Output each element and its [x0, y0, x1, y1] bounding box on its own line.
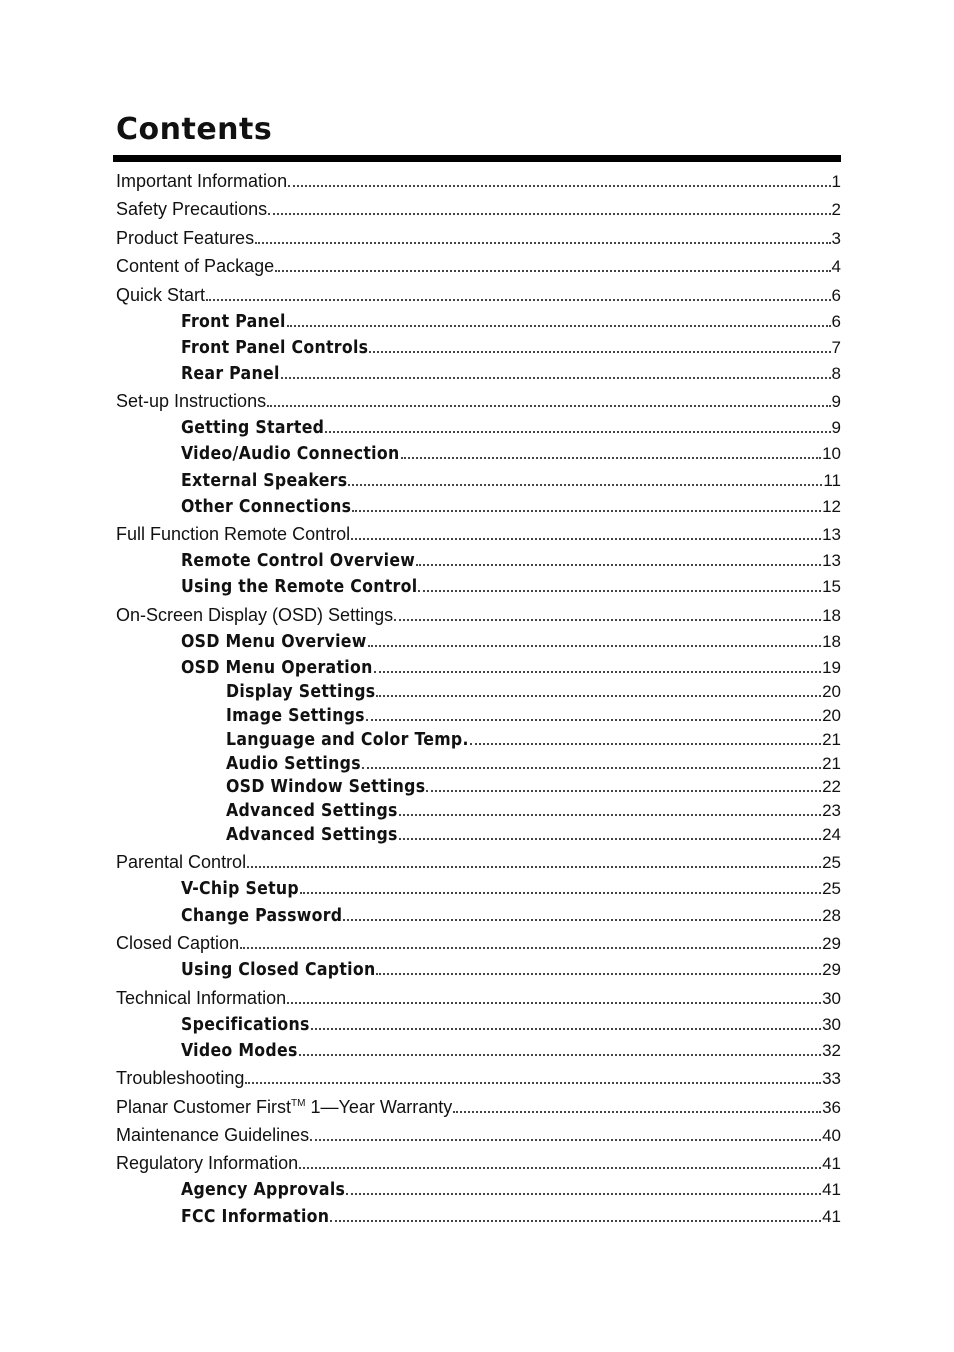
dot-leader — [368, 645, 821, 647]
dot-leader — [362, 767, 821, 769]
toc-entry-title: OSD Menu Overview — [181, 632, 367, 652]
toc-entry-page: 1 — [831, 172, 841, 191]
dot-leader — [399, 838, 821, 840]
dot-leader — [470, 743, 821, 745]
toc-entry-title: OSD Window Settings — [226, 777, 426, 797]
toc-entry-title: Advanced Settings — [226, 801, 398, 821]
toc-entry-page: 9 — [831, 392, 841, 411]
toc-entry[interactable] — [116, 253, 841, 277]
dot-leader — [311, 1028, 821, 1030]
toc-entry[interactable] — [116, 985, 841, 1009]
toc-entry-page: 21 — [822, 754, 841, 773]
toc-entry-page: 7 — [831, 338, 841, 357]
toc-entry-page: 24 — [822, 825, 841, 844]
toc-entry[interactable] — [181, 547, 841, 571]
dot-leader — [325, 431, 830, 433]
toc-entry-title: Specifications — [181, 1015, 310, 1035]
toc-entry[interactable] — [116, 388, 841, 412]
trademark-sup: TM — [291, 1098, 306, 1109]
dot-leader — [369, 351, 830, 353]
toc-entry-title: Planar Customer First™ 1—Year Warranty — [116, 1097, 453, 1117]
dot-leader — [245, 1082, 821, 1084]
toc-entry-page: 30 — [822, 989, 841, 1008]
toc-entry[interactable] — [181, 1011, 841, 1035]
toc-entry-title: Quick Start — [116, 285, 206, 305]
toc-entry-title: Video/Audio Connection — [181, 444, 400, 464]
toc-entry-page: 41 — [822, 1180, 841, 1199]
toc-entry[interactable] — [181, 654, 841, 678]
dot-leader — [247, 866, 821, 868]
dot-leader — [310, 1139, 821, 1141]
toc-entry[interactable] — [116, 196, 841, 220]
toc-entry-title: On-Screen Display (OSD) Settings — [116, 605, 394, 625]
toc-entry-title: Maintenance Guidelines — [116, 1125, 310, 1145]
toc-entry[interactable] — [116, 1122, 841, 1146]
toc-entry-page: 20 — [822, 682, 841, 701]
dot-leader — [351, 538, 821, 540]
toc-entry-page: 36 — [822, 1098, 841, 1117]
toc-entry[interactable] — [116, 602, 841, 626]
dot-leader — [287, 325, 831, 327]
toc-entry-page: 6 — [831, 312, 841, 331]
toc-entry-page: 33 — [822, 1069, 841, 1088]
toc-entry-page: 25 — [822, 879, 841, 898]
toc-entry[interactable] — [116, 1150, 841, 1174]
toc-entry[interactable] — [226, 678, 841, 702]
toc-entry-page: 41 — [822, 1207, 841, 1226]
toc-entry[interactable] — [181, 1203, 841, 1227]
toc-entry-title: External Speakers — [181, 471, 348, 491]
toc-entry-page: 30 — [822, 1015, 841, 1034]
toc-entry[interactable] — [181, 334, 841, 358]
toc-entry-page: 15 — [822, 577, 841, 596]
dot-leader — [426, 790, 821, 792]
dot-leader — [343, 919, 821, 921]
toc-entry-title: OSD Menu Operation — [181, 658, 373, 678]
toc-entry[interactable] — [226, 750, 841, 774]
page-title: Contents — [116, 112, 273, 147]
dot-leader — [348, 484, 822, 486]
toc-entry[interactable] — [226, 821, 841, 845]
toc-entry-title: Display Settings — [226, 682, 376, 702]
toc-entry[interactable] — [116, 282, 841, 306]
toc-entry-title: Advanced Settings — [226, 825, 398, 845]
toc-entry-page: 12 — [822, 497, 841, 516]
toc-entry[interactable] — [226, 797, 841, 821]
toc-entry[interactable] — [116, 225, 841, 249]
toc-entry-title: Parental Control — [116, 852, 247, 872]
toc-entry-page: 13 — [822, 551, 841, 570]
toc-entry[interactable] — [181, 308, 841, 332]
toc-entry-page: 13 — [822, 525, 841, 544]
toc-entry[interactable] — [181, 493, 841, 517]
title-rule — [113, 155, 841, 162]
toc-entry[interactable] — [226, 773, 841, 797]
toc-entry-page: 18 — [822, 632, 841, 651]
toc-entry-page: 32 — [822, 1041, 841, 1060]
toc-entry-title: FCC Information — [181, 1207, 330, 1227]
toc-entry-title: Full Function Remote Control — [116, 524, 351, 544]
dot-leader — [330, 1220, 821, 1222]
toc-entry[interactable] — [181, 573, 841, 597]
dot-leader — [281, 377, 831, 379]
toc-entry-title: Change Password — [181, 906, 343, 926]
toc-entry-page: 9 — [831, 418, 841, 437]
toc-entry[interactable] — [116, 849, 841, 873]
toc-entry-title: Front Panel — [181, 312, 286, 332]
toc-entry[interactable] — [181, 414, 841, 438]
toc-entry[interactable] — [181, 875, 841, 899]
toc-entry-page: 2 — [831, 200, 841, 219]
toc-entry-title: V-Chip Setup — [181, 879, 299, 899]
toc-entry-page: 21 — [822, 730, 841, 749]
toc-entry-title: Agency Approvals — [181, 1180, 346, 1200]
dot-leader — [268, 213, 830, 215]
toc-entry[interactable] — [226, 726, 841, 750]
toc-entry-page: 3 — [831, 229, 841, 248]
toc-entry[interactable] — [116, 930, 841, 954]
dot-leader — [255, 242, 830, 244]
toc-entry-page: 41 — [822, 1154, 841, 1173]
toc-entry[interactable] — [181, 1176, 841, 1200]
dot-leader — [240, 947, 821, 949]
toc-entry[interactable] — [226, 702, 841, 726]
toc-entry-page: 6 — [831, 286, 841, 305]
toc-entry-page: 28 — [822, 906, 841, 925]
toc-entry[interactable] — [181, 628, 841, 652]
toc-entry-title: Troubleshooting — [116, 1068, 245, 1088]
dot-leader — [394, 619, 821, 621]
toc-entry-title: Set-up Instructions — [116, 391, 267, 411]
toc-entry-page: 22 — [822, 777, 841, 796]
toc-entry[interactable] — [181, 467, 841, 491]
toc-entry-title: Remote Control Overview — [181, 551, 416, 571]
toc-entry-page: 4 — [831, 257, 841, 276]
toc-entry-title: Audio Settings — [226, 754, 361, 774]
dot-leader — [376, 695, 821, 697]
toc-entry-page: 29 — [822, 934, 841, 953]
toc-entry-page: 23 — [822, 801, 841, 820]
dot-leader — [206, 299, 831, 301]
toc-entry-title: Language and Color Temp. — [226, 730, 469, 750]
toc-entry[interactable] — [116, 1094, 841, 1118]
dot-leader — [267, 405, 830, 407]
toc-entry-page: 25 — [822, 853, 841, 872]
toc-entry-page: 19 — [822, 658, 841, 677]
toc-entry[interactable] — [181, 1037, 841, 1061]
dot-leader — [399, 814, 821, 816]
toc-entry-title: Using Closed Caption — [181, 960, 376, 980]
toc-entry-title: Safety Precautions — [116, 199, 268, 219]
dot-leader — [287, 1002, 821, 1004]
dot-leader — [346, 1193, 821, 1195]
toc-entry-page: 18 — [822, 606, 841, 625]
toc-entry-title: Other Connections — [181, 497, 352, 517]
toc-entry-title: Video Modes — [181, 1041, 298, 1061]
toc-entry[interactable] — [116, 521, 841, 545]
toc-entry[interactable] — [181, 956, 841, 980]
toc-entry-title: Using the Remote Control — [181, 577, 418, 597]
toc-entry[interactable] — [116, 168, 841, 192]
dot-leader — [376, 973, 821, 975]
toc-entry-page: 11 — [823, 471, 841, 490]
dot-leader — [416, 564, 821, 566]
dot-leader — [352, 510, 821, 512]
toc-entry-page: 29 — [822, 960, 841, 979]
dot-leader — [288, 185, 830, 187]
toc-entry-title: Product Features — [116, 228, 255, 248]
dot-leader — [453, 1111, 821, 1113]
toc-entry[interactable] — [116, 1065, 841, 1089]
dot-leader — [300, 892, 821, 894]
dot-leader — [299, 1167, 821, 1169]
dot-leader — [401, 457, 822, 459]
toc-entry[interactable] — [181, 360, 841, 384]
toc-entry[interactable] — [181, 902, 841, 926]
dot-leader — [299, 1054, 821, 1056]
toc-entry[interactable] — [181, 440, 841, 464]
dot-leader — [374, 671, 821, 673]
toc-entry-title: Content of Package — [116, 256, 275, 276]
toc-entry-title: Image Settings — [226, 706, 365, 726]
toc-entry-page: 20 — [822, 706, 841, 725]
toc-entry-title: Important Information — [116, 171, 288, 191]
toc-entry-title: Technical Information — [116, 988, 287, 1008]
dot-leader — [275, 270, 830, 272]
dot-leader — [366, 719, 821, 721]
toc-entry-page: 40 — [822, 1126, 841, 1145]
dot-leader — [418, 590, 821, 592]
toc-entry-title: Rear Panel — [181, 364, 280, 384]
toc-entry-page: 10 — [822, 444, 841, 463]
toc-entry-title: Front Panel Controls — [181, 338, 369, 358]
toc-entry-page: 8 — [831, 364, 841, 383]
toc-entry-title: Regulatory Information — [116, 1153, 299, 1173]
toc-entry-title: Getting Started — [181, 418, 325, 438]
toc-entry-title: Closed Caption — [116, 933, 240, 953]
